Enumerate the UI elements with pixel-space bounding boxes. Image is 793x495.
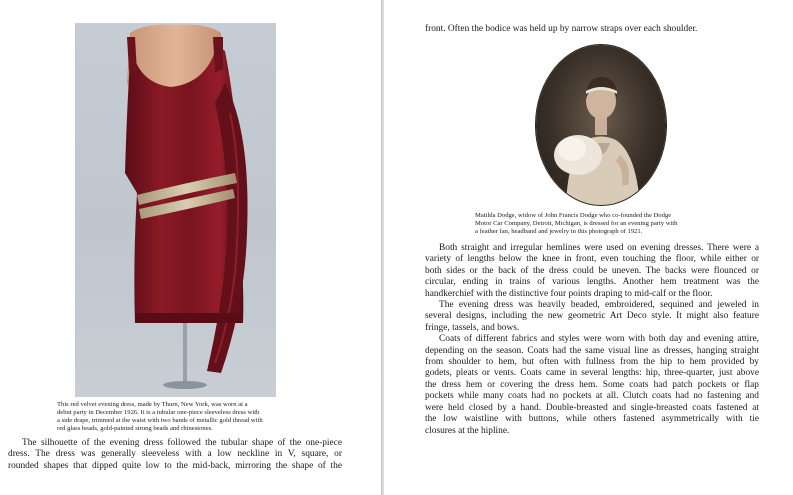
matilda-dodge-portrait <box>536 45 666 205</box>
text-line: dress. The dress was generally sleeveless with a low neckline in V, square, or <box>8 449 342 460</box>
text-line: depending on the season. Coats had the same visual line as dresses, hanging straight <box>425 345 759 356</box>
right-top-text-line: front. Often the bodice was held up by narrow straps over each shoulder. <box>425 24 698 34</box>
right-body-text <box>425 243 759 437</box>
text-line: the dress hem or covering the dress hem. Some coats had patch pockets or flap <box>425 379 759 390</box>
text-line: The evening dress was heavily beaded, embroidered, sequined and jeweled in <box>439 300 759 311</box>
text-line: fringe, tassels, and bows. <box>425 322 520 333</box>
text-line: rounded shapes that dipped quite low to the mid-back, mirroring the shape of the <box>8 460 342 471</box>
text-line: Both straight and irregular hemlines were used on evening dresses. There were a <box>439 243 759 253</box>
text-line: godets, pleats or vents. Coats came in several lengths: hip, three-quarter, just above <box>425 368 759 379</box>
caption-line: red glass beads, gold-painted strung beads and rhinestones. <box>57 425 213 432</box>
caption-line: Motor Car Company, Detroit, Michigan, is dressed for an evening party with <box>475 220 678 227</box>
text-line: pockets while many coats had no pockets at all. Clutch coats had no fastening and <box>425 391 759 402</box>
text-line: circular, ending in trains of various lengths. Another hem treatment was the <box>425 277 759 288</box>
caption-line: a feather fan, headband and jewelry in this photograph of 1921. <box>475 228 643 235</box>
text-line: handkerchief with the distinctive four points draping to mid-calf or the floor. <box>425 288 713 299</box>
left-page <box>0 0 381 495</box>
text-line: from shoulder to hem, but often with fullness from the hip to hem provided by <box>425 357 759 368</box>
text-line: several designs, including the new geometric Art Deco style. It might also feature <box>425 311 759 322</box>
text-line: Coats of different fabrics and styles were worn with both day and evening attire, <box>439 334 759 345</box>
caption-line: debut party in December 1926. It is a tubular one-piece sleeveless dress with <box>57 409 260 416</box>
text-line: closures at the hipline. <box>425 425 510 436</box>
left-body-paragraph <box>8 438 342 472</box>
text-line: both sides or the back of the dress could be uneven. The backs were flounced or <box>425 265 759 276</box>
text-line: The silhouette of the evening dress followed the tubular shape of the one-piece <box>22 438 342 448</box>
dress-photo-caption <box>57 401 263 433</box>
caption-line: Matilda Dodge, widow of John Francis Dodge who co-founded the Dodge <box>475 212 672 219</box>
caption-line: a side drape, trimmed at the waist with two bands of metallic gold thread with <box>57 417 263 424</box>
text-line: the low waistline with buttons, while others fastened asymmetrically with tie <box>425 414 759 425</box>
text-line: were held closed by a hand. Double-breasted and single-breasted coats fastened at <box>425 402 759 413</box>
portrait-caption <box>475 212 677 236</box>
text-line: variety of lengths below the knee in front, even touching the floor, while either or <box>425 254 759 265</box>
caption-line: This red velvet evening dress, made by Thurn, New York, was worn at a <box>57 401 248 408</box>
red-velvet-dress-photo <box>75 23 276 397</box>
